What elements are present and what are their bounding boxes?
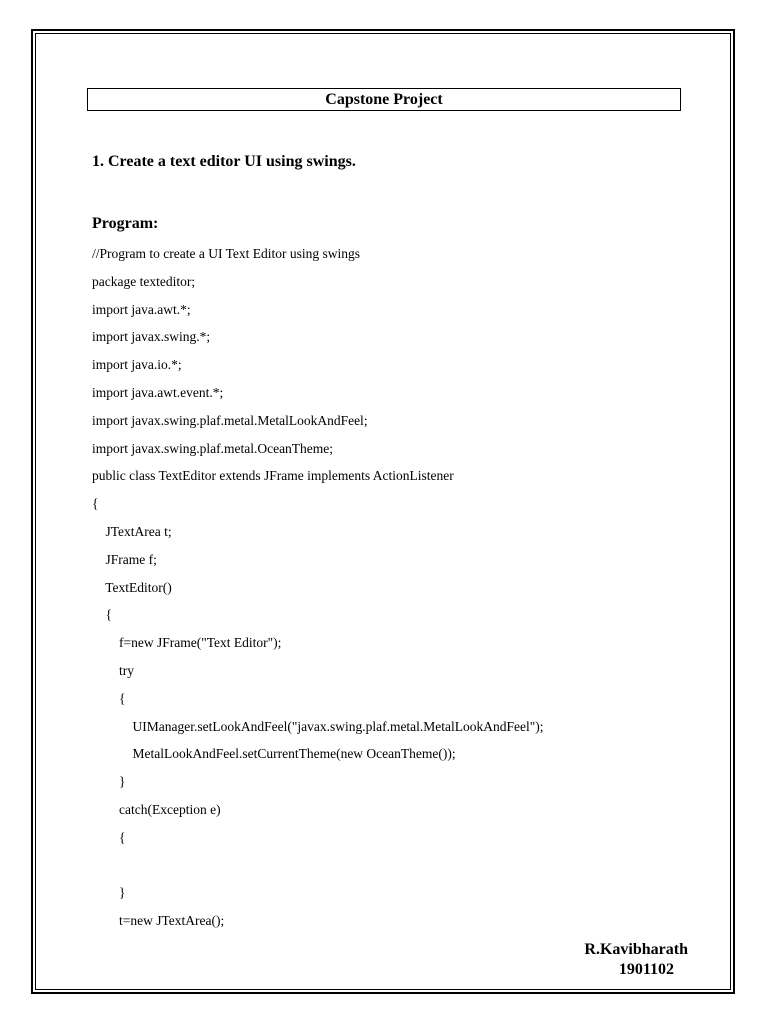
code-line: //Program to create a UI Text Editor using swings [92, 246, 361, 261]
code-line: package texteditor; [92, 273, 196, 289]
program-label: Program: [92, 215, 159, 232]
code-line [92, 856, 544, 884]
code-line: import java.io.*; [92, 357, 182, 373]
code-line: import java.awt.event.*; [92, 384, 224, 400]
code-line: { [92, 829, 126, 845]
code-line: TextEditor() [92, 579, 172, 595]
code-line: import javax.swing.plaf.metal.OceanTheme; [92, 440, 334, 456]
code-line: { [92, 496, 99, 512]
code-line: public class TextEditor extends JFrame implements ActionListener [92, 468, 454, 484]
code-line: catch(Exception e) [92, 801, 221, 817]
code-line: import java.awt.*; [92, 301, 191, 317]
code-line: MetalLookAndFeel.setCurrentTheme(new OceanTheme()); [92, 746, 456, 762]
code-line: t=new JTextArea(); [92, 913, 225, 929]
author-id: 1901102 [618, 961, 674, 978]
code-line: JTextArea t; [92, 523, 172, 539]
code-line: try [92, 662, 134, 678]
code-line: } [92, 774, 126, 790]
code-line: f=new JFrame("Text Editor"); [92, 635, 282, 651]
code-line: UIManager.setLookAndFeel("javax.swing.plaf.metal.MetalLookAndFeel"); [92, 718, 544, 734]
code-line: import javax.swing.plaf.metal.MetalLookAndFeel; [92, 412, 368, 428]
code-line: { [92, 690, 126, 706]
code-line: } [92, 885, 126, 901]
question-heading: 1. Create a text editor UI using swings. [92, 153, 356, 170]
code-line: JFrame f; [92, 551, 157, 567]
document-title: Capstone Project [87, 88, 681, 111]
code-line: { [92, 607, 112, 623]
code-line: import javax.swing.*; [92, 329, 211, 345]
code-listing [92, 244, 544, 939]
author-name: R.Kavibharath [584, 941, 688, 958]
